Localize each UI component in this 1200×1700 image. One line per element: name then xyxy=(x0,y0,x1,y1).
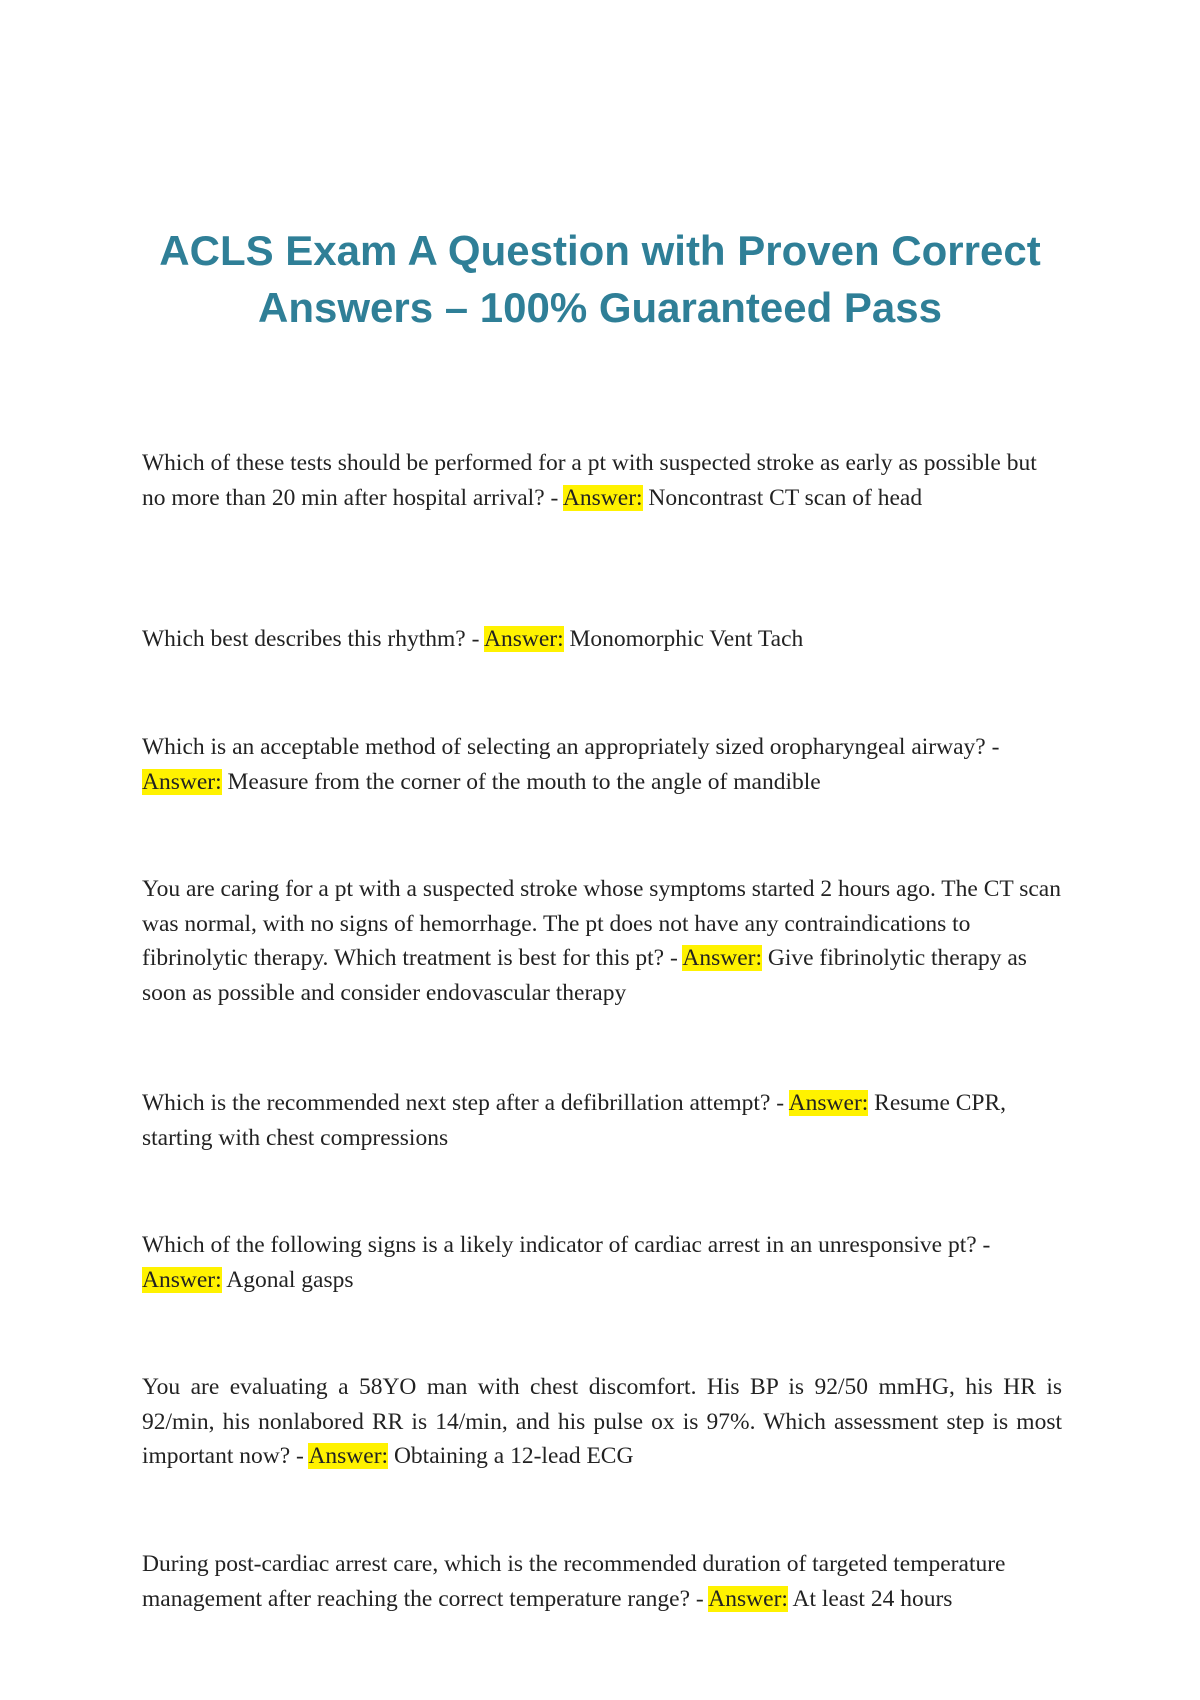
answer-label-highlight: Answer: xyxy=(142,1266,222,1293)
answer-label-highlight: Answer: xyxy=(308,1443,389,1469)
answer-separator: - xyxy=(465,626,484,652)
title-line-2: Answers – 100% Guaranteed Pass xyxy=(257,284,943,331)
answer-text: Agonal gasps xyxy=(226,1266,354,1293)
answer-separator: - xyxy=(985,734,1000,760)
answer-label-highlight: Answer: xyxy=(708,1585,788,1612)
question-text: Which is the recommended next step after a defibrillation attempt? xyxy=(142,1090,771,1116)
qa-item-2 xyxy=(142,622,1062,657)
answer-label-highlight: Answer: xyxy=(142,768,222,795)
answer-separator: - xyxy=(976,1232,991,1258)
answer-text: Measure from the corner of the mouth to the angle of mandible xyxy=(227,768,821,795)
answer-label-highlight: Answer: xyxy=(483,626,564,652)
qa-item-4 xyxy=(142,872,1062,1010)
answer-separator: - xyxy=(770,1090,789,1116)
qa-item-5 xyxy=(142,1086,1062,1155)
answer-text: Noncontrast CT scan of head xyxy=(648,484,923,511)
answer-text: Give fibrinolytic therapy as soon as possible and consider endovascular therapy xyxy=(142,945,1027,1006)
qa-item-8 xyxy=(142,1547,1062,1616)
qa-item-6 xyxy=(142,1228,1062,1297)
document-title xyxy=(120,222,1080,336)
answer-label-highlight: Answer: xyxy=(788,1090,869,1116)
answer-label-highlight: Answer: xyxy=(682,945,762,971)
question-text: Which of the following signs is a likely indicator of cardiac arrest in an unresponsive pt? xyxy=(142,1232,977,1258)
answer-text: At least 24 hours xyxy=(792,1585,953,1612)
question-text: Which best describes this rhythm? xyxy=(142,626,466,652)
answer-text: Monomorphic Vent Tach xyxy=(569,626,804,652)
qa-item-7 xyxy=(142,1370,1062,1474)
answer-text: Resume CPR, starting with chest compressions xyxy=(142,1090,1007,1151)
question-text: You are evaluating a 58YO man with chest discomfort. His BP is 92/50 mmHG, his HR is 92/min, his nonlabored RR is 14/min, and his pulse ox is 97%. Which assessment step is most important now? xyxy=(142,1374,1062,1469)
question-text: Which of these tests should be performed for a pt with suspected stroke as early as possible but no more than 20 min after hospital arrival? xyxy=(142,450,1037,511)
answer-separator: - xyxy=(290,1443,309,1469)
question-text: Which is an acceptable method of selecting an appropriately sized oropharyngeal airway? xyxy=(142,734,986,760)
qa-item-3 xyxy=(142,730,1062,799)
question-text: You are caring for a pt with a suspected stroke whose symptoms started 2 hours ago. The CT scan was normal, with no signs of hemorrhage. The pt does not have any contraindications to fibrinolytic therapy. Which treatment is best for this pt? xyxy=(142,876,1061,971)
answer-separator: - xyxy=(544,484,563,511)
answer-separator: - xyxy=(690,1585,709,1612)
question-text: During post-cardiac arrest care, which is the recommended duration of targeted temperature management after reaching the correct temperature range? xyxy=(142,1551,1006,1612)
qa-item-1 xyxy=(142,446,1062,515)
answer-label-highlight: Answer: xyxy=(562,484,643,511)
title-line-1: ACLS Exam A Question with Proven Correct xyxy=(159,227,1041,274)
answer-separator: - xyxy=(664,945,683,971)
answer-text: Obtaining a 12-lead ECG xyxy=(393,1443,634,1469)
